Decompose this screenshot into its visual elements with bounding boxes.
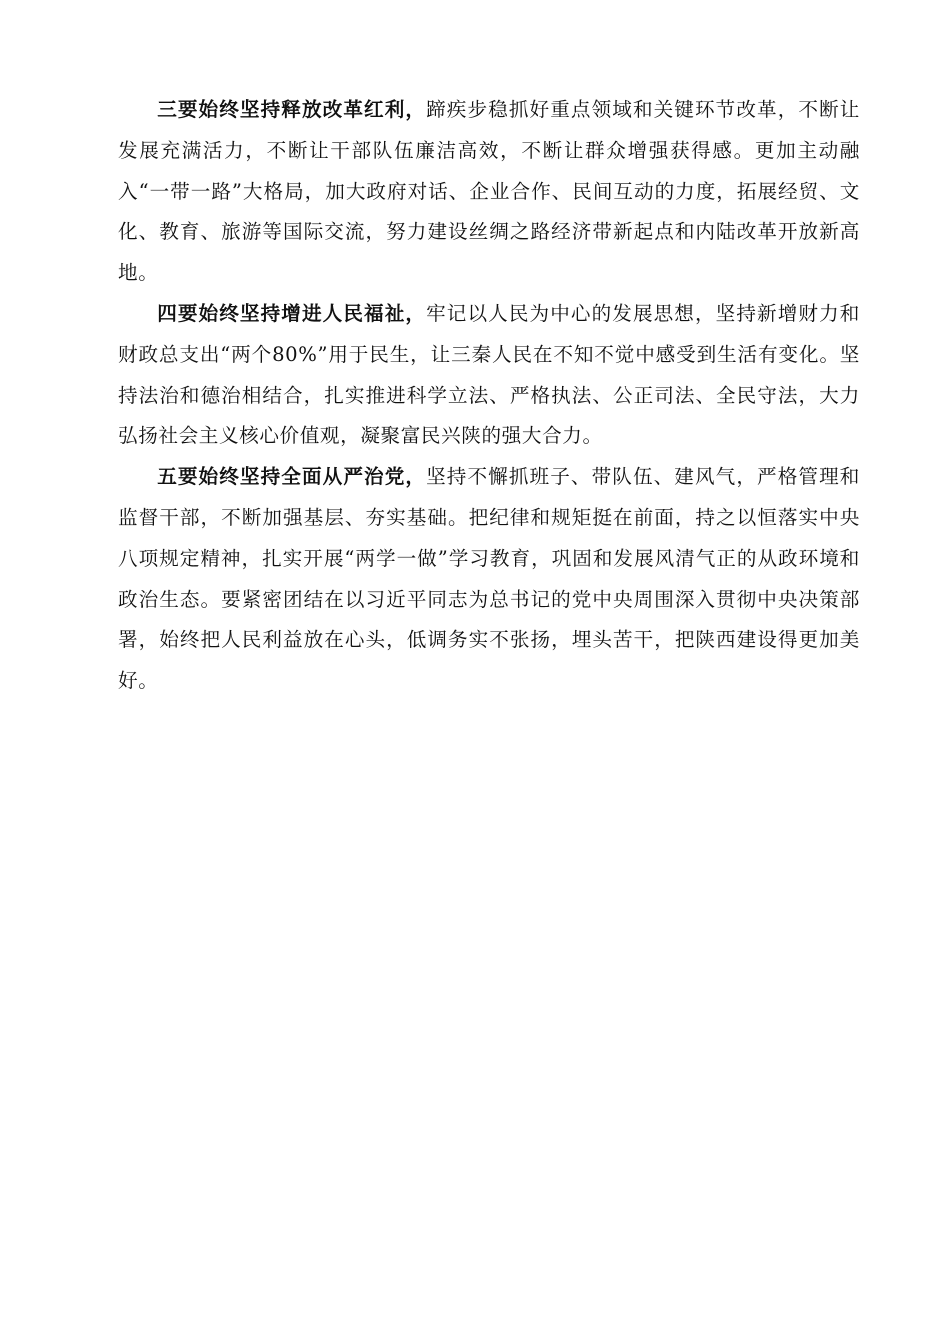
paragraph-lead: 五要始终坚持全面从严治党，	[157, 465, 427, 489]
paragraph-text: 坚持不懈抓班子、带队伍、建风气，严格管理和监督干部，不断加强基层、夯实基础。把纪律和规矩挺在前面，持之以恒落实中央八项规定精神，扎实开展“两学一做”学习教育，巩固和发展风清气正的从政环境和政治生态。要紧密团结在以习近平同志为总书记的党中央周围深入贯彻中央决策部署，始终把人民利益放在心头，低调务实不张扬，埋头苦干，把陕西建设得更加美好。	[118, 465, 860, 693]
paragraph-lead: 三要始终坚持释放改革红利，	[157, 98, 427, 121]
paragraph-reform	[118, 90, 860, 294]
paragraph-welfare	[118, 294, 860, 457]
paragraph-party	[118, 457, 860, 702]
paragraph-text: 蹄疾步稳抓好重点领域和关键环节改革，不断让发展充满活力，不断让干部队伍廉洁高效，不断让群众增强获得感。更加主动融入“一带一路”大格局，加大政府对话、企业合作、民间互动的力度，拓展经贸、文化、教育、旅游等国际交流，努力建设丝绸之路经济带新起点和内陆改革开放新高地。	[118, 98, 860, 285]
paragraph-lead: 四要始终坚持增进人民福祉，	[157, 301, 427, 325]
document-body	[118, 90, 860, 702]
paragraph-text: 牢记以人民为中心的发展思想，坚持新增财力和财政总支出“两个80%”用于民生，让三秦人民在不知不觉中感受到生活有变化。坚持法治和德治相结合，扎实推进科学立法、严格执法、公正司法、全民守法，大力弘扬社会主义核心价值观，凝聚富民兴陕的强大合力。	[118, 301, 860, 448]
